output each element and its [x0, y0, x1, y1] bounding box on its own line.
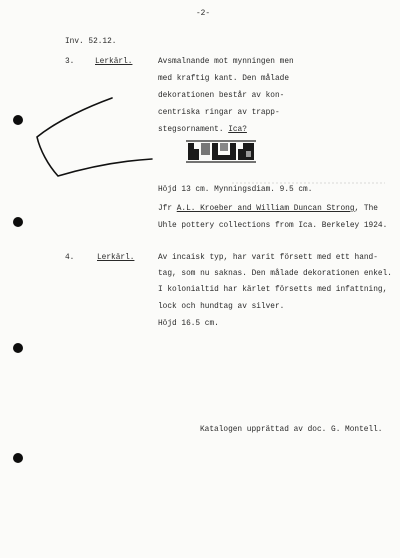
- punch-hole: [13, 343, 23, 353]
- vessel-profile-drawing: [37, 98, 152, 176]
- description-line: [158, 125, 247, 135]
- measurements: Höjd 13 cm. Mynningsdiam. 9.5 cm.: [158, 186, 313, 194]
- punch-hole: [13, 453, 23, 463]
- punch-hole: [13, 115, 23, 125]
- ornament-step-block: [238, 143, 254, 160]
- entry-number: 4.: [65, 254, 75, 262]
- description-line: med kraftig kant. Den målade: [158, 75, 290, 83]
- description-line: Avsmalnande mot mynningen men: [158, 58, 294, 66]
- description-line: Höjd 16.5 cm.: [158, 320, 219, 328]
- description-line: tag, som nu saknas. Den målade dekorationen enkel.: [158, 270, 392, 278]
- reference-line: Uhle pottery collections from Ica. Berkeley 1924.: [158, 222, 388, 230]
- ornament-hatched-block: [220, 143, 228, 151]
- description-line: lock och hundtag av silver.: [158, 303, 285, 311]
- step-ornament: [186, 141, 256, 162]
- catalog-signature: Katalogen upprättad av doc. G. Montell.: [200, 426, 383, 434]
- page-number: -2-: [196, 10, 211, 18]
- reference-line: [158, 204, 378, 214]
- ornament-step-block: [188, 143, 199, 160]
- description-text: stegsornament.: [158, 126, 229, 134]
- reference-prefix: Jfr: [158, 205, 177, 213]
- description-line: Av incaisk typ, har varit försett med ett hand-: [158, 254, 378, 262]
- reference-suffix: , The: [354, 205, 378, 213]
- punch-hole: [13, 217, 23, 227]
- inventory-number: Inv. 52.12.: [65, 38, 117, 46]
- provenance-query: Ica?: [228, 126, 247, 134]
- ornament-hatched-block: [201, 143, 210, 155]
- entry-title: Lerkärl.: [97, 254, 135, 262]
- ornament-step-block: [212, 143, 236, 160]
- ornament-hatched-block: [246, 151, 251, 157]
- entry-title: Lerkärl.: [95, 58, 133, 66]
- description-line: dekorationen består av kon-: [158, 92, 285, 100]
- description-line: centriska ringar av trapp-: [158, 109, 280, 117]
- reference-authors: A.L. Kroeber and William Duncan Strong: [176, 205, 355, 213]
- description-line: I kolonialtid har kärlet försetts med infattning,: [158, 286, 388, 294]
- entry-number: 3.: [65, 58, 75, 66]
